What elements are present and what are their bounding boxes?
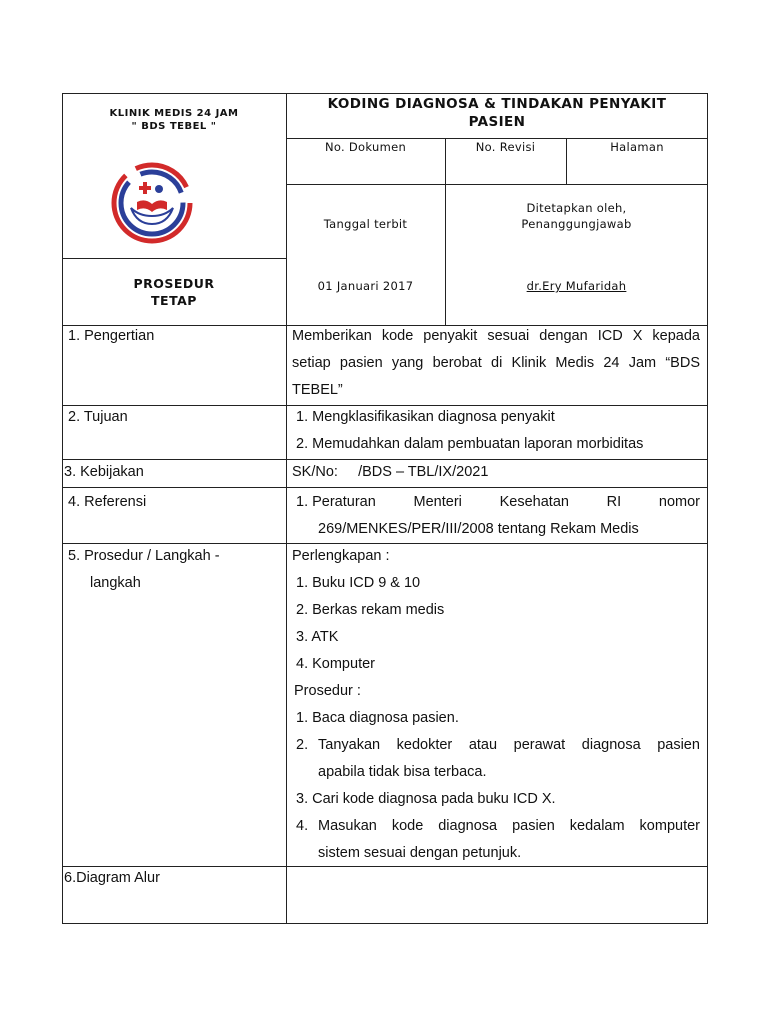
section-label-kebijakan: 3. Kebijakan: [64, 464, 144, 480]
pengertian-text-line: Memberikan kode penyakit sesuai dengan ICD X kepada: [292, 328, 700, 344]
prosedur-heading: Prosedur :: [294, 683, 361, 699]
clinic-name: KLINIK MEDIS 24 JAM: [109, 108, 239, 119]
tujuan-item: 1. Mengklasifikasikan diagnosa penyakit: [296, 409, 555, 425]
divider: [286, 138, 708, 139]
divider: [62, 487, 708, 488]
prosedur-word: atau: [468, 737, 498, 753]
prosedur-word: diagnosa: [581, 737, 641, 753]
referensi-word: 1. Peraturan: [296, 494, 376, 510]
section-label-prosedur-cont: langkah: [90, 575, 141, 591]
approved-by-role: Penanggungjawab: [521, 217, 632, 231]
divider: [62, 459, 708, 460]
page-label: Halaman: [610, 140, 664, 154]
prosedur-word: kedalam: [569, 818, 625, 834]
prosedur-step-cont: sistem sesuai dengan petunjuk.: [318, 845, 522, 861]
tujuan-item: 2. Memudahkan dalam pembuatan laporan morbiditas: [296, 436, 644, 452]
divider: [62, 258, 286, 259]
prosedur-word: diagnosa: [438, 818, 498, 834]
prosedur-word: Masukan: [318, 818, 377, 834]
prosedur-word: Tanyakan: [318, 737, 381, 753]
prosedur-step: [318, 737, 700, 753]
prosedur-word: perawat: [513, 737, 566, 753]
revision-label: No. Revisi: [475, 140, 536, 154]
prosedur-word: pasien: [512, 818, 555, 834]
referensi-word: RI: [606, 494, 622, 510]
pengertian-text-line: setiap pasien yang berobat di Klinik Medis 24 Jam “BDS: [292, 355, 700, 371]
prosedur-step-cont: apabila tidak bisa terbaca.: [318, 764, 487, 780]
referensi-word: Menteri: [413, 494, 462, 510]
perlengkapan-item: 4. Komputer: [296, 656, 375, 672]
procedure-subtitle: TETAP: [151, 293, 197, 308]
approver-name: dr.Ery Mufaridah: [526, 279, 627, 293]
divider: [62, 325, 708, 326]
perlengkapan-item: 2. Berkas rekam medis: [296, 602, 445, 618]
pengertian-text-line: TEBEL”: [292, 382, 343, 398]
divider: [286, 184, 708, 185]
prosedur-step: 1. Baca diagnosa pasien.: [296, 710, 459, 726]
prosedur-word: kode: [391, 818, 424, 834]
procedure-title: PROSEDUR: [133, 276, 215, 291]
document-title-line2: PASIEN: [468, 114, 526, 130]
prosedur-step-number: 2.: [296, 737, 309, 753]
referensi-word: Kesehatan: [499, 494, 569, 510]
referensi-word: nomor: [658, 494, 700, 510]
clinic-logo-icon: [107, 158, 197, 248]
kebijakan-value: SK/No: /BDS – TBL/IX/2021: [292, 464, 489, 480]
referensi-line: [296, 494, 700, 510]
document-title: KODING DIAGNOSA & TINDAKAN PENYAKIT: [327, 96, 667, 112]
issue-date-label: Tanggal terbit: [323, 217, 408, 231]
divider: [62, 405, 708, 406]
divider: [62, 543, 708, 544]
perlengkapan-heading: Perlengkapan :: [292, 548, 390, 564]
divider: [62, 866, 708, 867]
section-label-pengertian: 1. Pengertian: [68, 328, 155, 344]
prosedur-step: 3. Cari kode diagnosa pada buku ICD X.: [296, 791, 556, 807]
prosedur-word: kedokter: [396, 737, 453, 753]
prosedur-step-number: 4.: [296, 818, 309, 834]
perlengkapan-item: 3. ATK: [296, 629, 339, 645]
section-label-prosedur: 5. Prosedur / Langkah -: [68, 548, 220, 564]
section-label-tujuan: 2. Tujuan: [68, 409, 128, 425]
section-label-referensi: 4. Referensi: [68, 494, 147, 510]
divider: [445, 138, 446, 325]
section-label-diagram: 6.Diagram Alur: [64, 870, 160, 886]
perlengkapan-item: 1. Buku ICD 9 & 10: [296, 575, 421, 591]
prosedur-step: [318, 818, 700, 834]
doc-number-label: No. Dokumen: [324, 140, 407, 154]
prosedur-word: pasien: [657, 737, 700, 753]
approved-by-label: Ditetapkan oleh,: [526, 201, 627, 215]
issue-date-value: 01 Januari 2017: [317, 279, 414, 293]
referensi-line: 269/MENKES/PER/III/2008 tentang Rekam Medis: [318, 521, 639, 537]
prosedur-word: komputer: [639, 818, 700, 834]
clinic-subtitle: " BDS TEBEL ": [131, 121, 217, 132]
